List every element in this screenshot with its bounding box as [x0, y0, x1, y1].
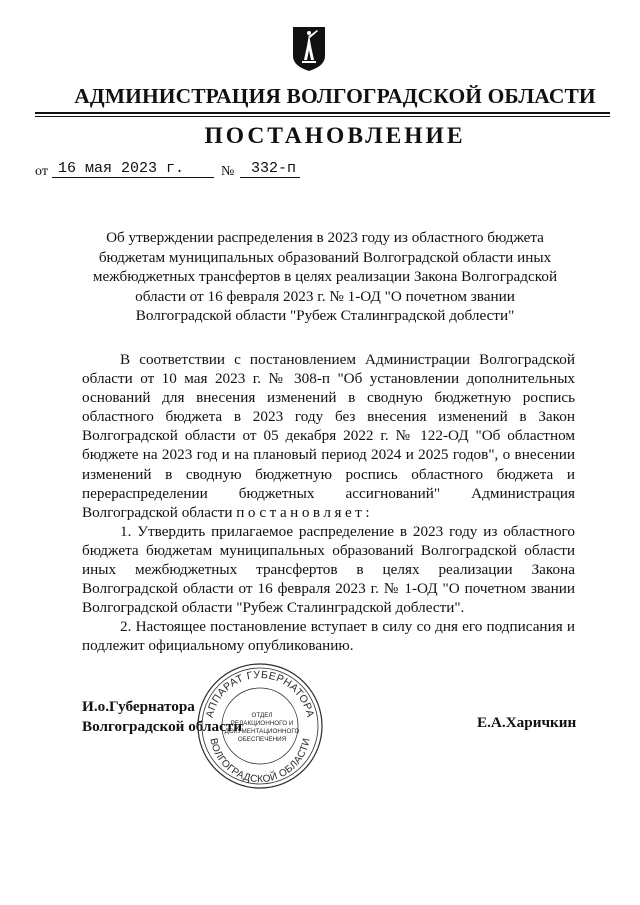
preamble-text: В соответствии с постановлением Администрации Волгоградской области от 10 мая 2023 г. № 308-п "Об установлении дополнительных оснований для внесения изменений в сводную бюджетную роспись областного бюджета в 2023 году без внесения изменений в Закон Волгоградской области от 05 декабря 2022 г. № 122-ОД "Об областном бюджете на 2023 год и на плановый период 2024 и 2025 годов", о внесении изменений в сводную бюджетную роспись областного бюджета и перераспределении бюджетных ассигнований" Администрация Волгоградской области: [82, 351, 575, 521]
subject-line: межбюджетных трансфертов в целях реализации Закона Волгоградской: [92, 268, 558, 286]
item-2-paragraph: 2. Настоящее постановление вступает в силу со дня его подписания и подлежит официальному опубликованию.: [82, 618, 575, 655]
position-line-1: И.о.Губернатора: [82, 698, 195, 715]
stamp-bottom-text: ВОЛГОГРАДСКОЙ ОБЛАСТИ: [207, 737, 313, 786]
resolves-word: постановляет:: [236, 503, 374, 521]
number-underline: [240, 177, 300, 178]
stamp-center-line: ОБЕСПЕЧЕНИЯ: [237, 736, 287, 743]
document-subject: [80, 228, 570, 326]
stamp-top-text: АППАРАТ ГУБЕРНАТОРА: [203, 668, 317, 719]
stamp-center-line: ОТДЕЛ: [251, 712, 273, 719]
document-date: 16 мая 2023 г.: [58, 160, 185, 177]
subject-line: бюджетам муниципальных образований Волгоградской области иных: [98, 248, 552, 266]
position-line-2: Волгоградской области: [82, 717, 243, 735]
stamp-center-line: РЕДАКЦИОННОГО И: [230, 720, 294, 727]
subject-line: Об утверждении распределения в 2023 году из областного бюджета: [106, 229, 544, 246]
item-1-paragraph: 1. Утвердить прилагаемое распределение в 2023 году из областного бюджета бюджетам муниципальных образований Волгоградской области иных межбюджетных трансфертов в целях реализации Закона Волгоградской области от 16 февраля 2023 г. № 1-ОД "О почетном звании Волгоградской области "Рубеж Сталинградской доблести".: [82, 522, 575, 617]
date-underline: [52, 177, 214, 178]
header-rule-thick: [35, 112, 610, 114]
svg-text:ВОЛГОГРАДСКОЙ ОБЛАСТИ: [207, 737, 312, 785]
organization-title: АДМИНИСТРАЦИЯ ВОЛГОГРАДСКОЙ ОБЛАСТИ: [74, 84, 596, 108]
document-number: 332-п: [251, 160, 297, 177]
header-rule-thin: [35, 116, 610, 117]
coat-of-arms-emblem-icon: [292, 26, 326, 72]
signatory-name: Е.А.Харичкин: [477, 714, 577, 731]
date-label: от: [35, 164, 48, 179]
stamp-center-line: ДОКУМЕНТАЦИОННОГО: [224, 728, 300, 735]
document-body: [82, 350, 575, 656]
subject-line: Волгоградской области "Рубеж Сталинградской доблести": [135, 307, 515, 325]
number-label: №: [221, 164, 235, 179]
preamble-paragraph: [82, 350, 575, 522]
official-stamp-seal: [196, 662, 324, 790]
document-type-title: ПОСТАНОВЛЕНИЕ: [204, 123, 466, 149]
subject-line: области от 16 февраля 2023 г. № 1-ОД "О почетном звании: [135, 287, 515, 305]
